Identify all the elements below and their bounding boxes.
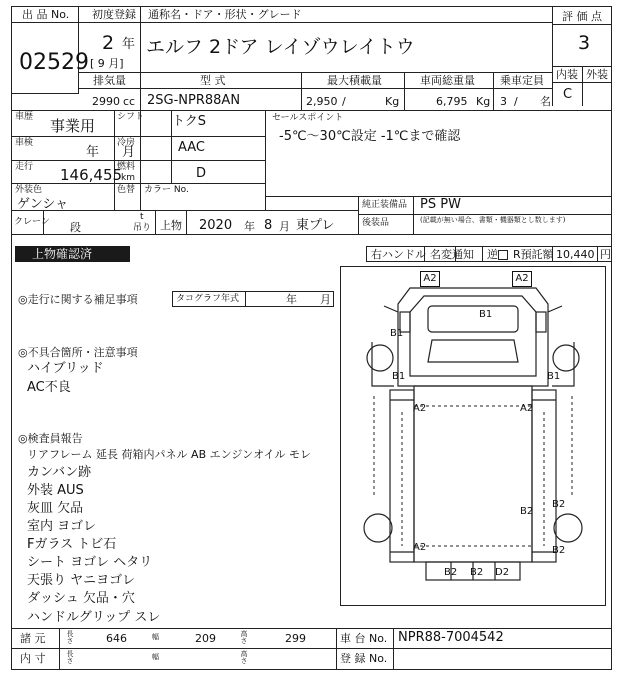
first-reg-year-unit: 年 <box>122 37 136 52</box>
max-load-unit: Kg <box>385 95 400 108</box>
mark-b2-right-low: B2 <box>552 499 566 510</box>
max-load: 2,950 <box>306 95 338 108</box>
shaken-month-unit: 月 <box>122 145 136 160</box>
exterior-score-label: 外装 <box>586 68 608 81</box>
mark-b1-top: B1 <box>479 309 493 320</box>
width-label: 幅 <box>152 633 159 641</box>
inspector-line-6: Fガラス トビ石 <box>27 537 117 552</box>
recycle-amount: 10,440 <box>556 248 595 261</box>
width-value: 209 <box>195 632 216 645</box>
mark-b2-bottom-1: B2 <box>444 567 458 578</box>
body-year: 2020 <box>199 218 233 233</box>
inspector-line-3: 外装 AUS <box>27 483 84 498</box>
interior-score-label: 内装 <box>556 68 578 81</box>
inspector-line-8: 天張り ヤニヨゴレ <box>27 573 136 588</box>
gross-weight-label: 車両総重量 <box>420 74 475 87</box>
capacity-unit: 名 <box>540 95 551 108</box>
shaken-label: 車検 <box>15 138 34 148</box>
dimensions-label: 諸 元 <box>20 632 46 645</box>
interior-length-label: 長さ <box>66 650 74 664</box>
inspector-line-4: 灰皿 欠品 <box>27 501 84 516</box>
displacement-unit: cc <box>123 95 136 108</box>
max-load-sep: / <box>342 95 346 108</box>
first-reg-year: 2 <box>102 32 115 54</box>
score-value: 3 <box>578 32 591 54</box>
color-number-label: カラー No. <box>144 185 189 195</box>
capacity: 3 <box>500 95 507 108</box>
height-label: 高さ <box>240 630 248 644</box>
defect-line-1: ハイブリッド <box>27 361 104 376</box>
body-label: 上物 <box>160 219 182 232</box>
ac-value: AAC <box>178 140 205 155</box>
displacement-label: 排気量 <box>93 74 126 87</box>
upper-confirmed-banner <box>15 246 130 262</box>
tachograph-year-unit: 年 <box>286 293 297 306</box>
inspector-line-9: ダッシュ 欠品・穴 <box>27 591 135 606</box>
recycle-deposit-label: R預託額 <box>513 248 554 261</box>
mark-b2-right-bottom: B2 <box>552 545 566 556</box>
interior-width-label: 幅 <box>152 653 159 661</box>
mileage-value: 146,455 <box>60 166 123 184</box>
defect-line-2: AC不良 <box>27 380 71 395</box>
truck-outline-diagram <box>340 266 606 606</box>
mark-a2-right-top: A2 <box>512 271 532 287</box>
body-year-unit: 年 <box>244 220 255 233</box>
upper-confirmed-text: 上物確認済 <box>32 247 93 261</box>
recycle-unit: 円 <box>600 248 611 261</box>
rhd-flag: 右ハンドル <box>371 248 426 261</box>
mark-b1-left-low: B1 <box>392 371 406 382</box>
mark-d2-bottom: D2 <box>495 567 510 578</box>
history-label: 車歴 <box>15 112 34 122</box>
lot-number: 02529 <box>19 50 89 75</box>
tachograph-label: タコグラフ年式 <box>176 294 240 304</box>
fuel-value: D <box>196 166 207 181</box>
shift-value: トクS <box>172 114 206 129</box>
body-month: 8 <box>264 218 273 233</box>
vehicle-name-label: 通称名・ドア・形状・グレード <box>148 8 302 21</box>
interior-dims-label: 内 寸 <box>20 652 46 665</box>
chassis-number: NPR88-7004542 <box>398 630 504 645</box>
mark-b1-right: B1 <box>547 371 561 382</box>
registration-label: 登 録 No. <box>340 652 388 665</box>
displacement: 2990 <box>92 95 120 108</box>
color-label: 外装色 <box>15 185 43 195</box>
mark-a2-left-top: A2 <box>420 271 440 287</box>
inspector-line-5: 室内 ヨゴレ <box>27 519 97 534</box>
color-change-label: 色替 <box>117 185 136 195</box>
mark-a2-left-mid: A2 <box>413 403 427 414</box>
inspector-line-1: リアフレーム 延長 荷箱内パネル AB エンジンオイル モレ <box>27 448 312 461</box>
history-value: 事業用 <box>50 117 96 135</box>
mark-a2-left-low: A2 <box>413 542 427 553</box>
reverse-meter-checkbox <box>498 250 508 260</box>
mark-b2-right-mid: B2 <box>520 506 534 517</box>
max-load-label: 最大積載量 <box>327 74 382 87</box>
fuel-label: 燃料 <box>117 162 136 172</box>
mark-b2-bottom-2: B2 <box>470 567 484 578</box>
aftermarket-note: (記載が無い場合、書類・機器類とし数します) <box>420 216 566 224</box>
interior-height-label: 高さ <box>240 650 248 664</box>
length-value: 646 <box>106 632 127 645</box>
color-value: ゲンシャ <box>17 197 69 212</box>
reverse-meter-label: 逆 <box>487 248 498 261</box>
aftermarket-label: 後装品 <box>362 218 390 228</box>
inspector-line-2: カンバン跡 <box>27 465 92 480</box>
mark-b1-left: B1 <box>390 328 404 339</box>
length-label: 長さ <box>66 630 74 644</box>
height-value: 299 <box>285 632 306 645</box>
name-change-label: 名変通知 <box>430 248 474 261</box>
gross-weight: 6,795 <box>436 95 468 108</box>
capacity-sep: / <box>514 95 518 108</box>
lot-number-label: 出 品 No. <box>22 8 70 21</box>
gross-weight-unit: Kg <box>476 95 491 108</box>
inspector-title: ◎検査員報告 <box>18 432 83 445</box>
crane-steps: 段 <box>70 221 81 234</box>
crane-lift: 吊り <box>133 223 152 233</box>
score-label: 評 価 点 <box>562 10 602 23</box>
shaken-year-unit: 年 <box>86 145 100 160</box>
model-code: 2SG-NPR88AN <box>147 93 241 108</box>
inspector-line-10: ハンドルグリップ スレ <box>27 610 161 625</box>
model-label: 型 式 <box>200 74 226 87</box>
chassis-label: 車 台 No. <box>340 632 388 645</box>
interior-score: C <box>563 87 573 102</box>
crane-label: クレーン <box>14 217 50 227</box>
mileage-label: 走行 <box>15 162 34 172</box>
genuine-label: 純正装備品 <box>362 200 408 210</box>
inspector-line-7: シート ヨゴレ ヘタリ <box>27 555 153 570</box>
body-month-unit: 月 <box>279 220 290 233</box>
sales-point-text: -5℃～30℃設定 -1℃まで確認 <box>279 129 461 144</box>
name-change-checkbox <box>455 246 483 262</box>
genuine-value: PS PW <box>420 197 461 212</box>
crane-ton: t <box>140 212 144 222</box>
ac-label: 冷房 <box>117 138 136 148</box>
defect-title: ◎不具合箇所・注意事項 <box>18 346 138 359</box>
vehicle-name: エルフ 2ドア レイゾウレイトウ <box>146 36 415 58</box>
first-reg-month: [ 9 月] <box>90 57 124 70</box>
mileage-unit: km <box>121 173 135 183</box>
shift-label: シフト <box>117 112 145 122</box>
tachograph-month-unit: 月 <box>320 293 331 306</box>
body-maker: 東プレ <box>296 218 335 233</box>
capacity-label: 乗車定員 <box>500 74 544 87</box>
sales-point-label: セールスポイント <box>272 113 344 123</box>
mark-a2-right-mid: A2 <box>520 403 534 414</box>
first-reg-label: 初度登録 <box>92 8 136 21</box>
supplement-title: ◎走行に関する補足事項 <box>18 293 138 306</box>
